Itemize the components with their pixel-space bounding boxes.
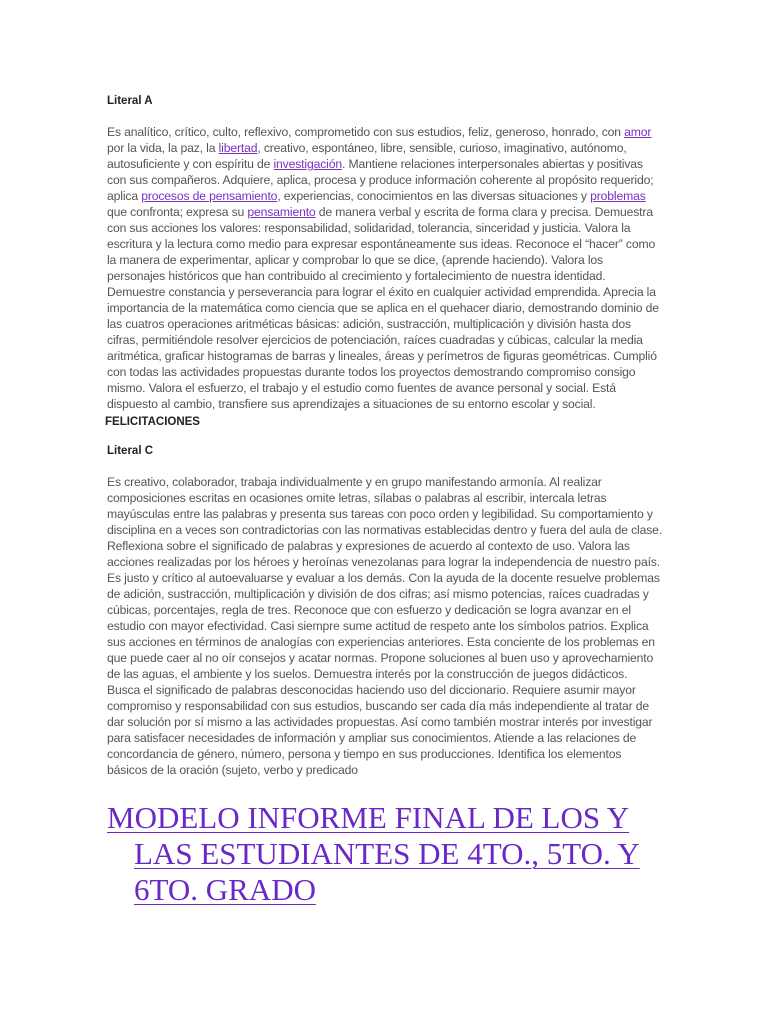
text-segment: , experiencias, conocimientos en las diversas situaciones y	[277, 189, 591, 203]
title-line-2: LAS ESTUDIANTES DE 4TO., 5TO. Y	[134, 836, 640, 871]
text-segment: Es analítico, crítico, culto, reflexivo, comprometido con sus estudios, feliz, generoso, honrado, con	[107, 125, 625, 139]
link-amor[interactable]: amor	[624, 125, 652, 139]
text-segment: que confronta; expresa su	[107, 205, 248, 219]
literal-c-heading: Literal C	[107, 445, 154, 457]
link-problemas[interactable]: problemas	[590, 189, 646, 203]
link-investigación[interactable]: investigación	[273, 157, 342, 171]
document-title-link[interactable]	[107, 800, 677, 908]
link-pensamiento[interactable]: pensamiento	[247, 205, 316, 219]
text-segment: . Mantiene relaciones interpersonales abiertas y positivas con sus compañeros. Adquiere, aplica, procesa y produce información coherente al propósito requerido; aplica	[107, 157, 654, 203]
text-segment: por la vida, la paz, la	[107, 141, 219, 155]
document-title	[107, 800, 677, 908]
literal-c-paragraph: Es creativo, colaborador, trabaja individualmente y en grupo manifestando armonía. Al realizar composiciones escritas en ocasiones omite letras, sílabas o palabras al escribir, intercala letras mayúsculas entre las palabras y presenta sus tareas con poco orden y legibilidad. Su comportamiento y disciplina en a veces son contradictorias con las normativas establecidas dentro y fuera del aula de clase. Reflexiona sobre el significado de palabras y expresiones de acuerdo al contexto de uso. Valora las acciones realizadas por los héroes y heroínas venezolanas para lograr la independencia de nuestro país. Es justo y crítico al autoevaluarse y evaluar a los demás. Con la ayuda de la docente resuelve problemas de adición, sustracción, multiplicación y división de dos cifras; así mismo potencias, raíces cuadradas y cúbicas, porcentajes, regla de tres. Reconoce que con esfuerzo y dedicación se logra avanzar en el estudio con mayor efectividad. Casi siempre sume actitud de respeto ante los símbolos patrios. Explica sus acciones en términos de analogías con experiencias anteriores. Esta conciente de los problemas en que puede caer al no oír consejos y acatar normas. Propone soluciones al buen uso y aprovechamiento de las aguas, el ambiente y los suelos. Demuestra interés por la construcción de juegos didácticos. Busca el significado de palabras desconocidas haciendo uso del diccionario. Requiere asumir mayor compromiso y responsabilidad con sus estudios, buscando ser cada día más independiente al tratar de dar solución por sí mismo a las actividades propuestas. Así como también mostrar interés por investigar para satisfacer necesidades de información y ampliar sus conocimientos. Atiende a las relaciones de concordancia de género, número, persona y tiempo en sus producciones. Identifica los elementos básicos de la oración (sujeto, verbo y predicado	[107, 475, 663, 777]
title-line-1: MODELO INFORME FINAL DE LOS Y	[107, 800, 630, 835]
link-libertad[interactable]: libertad	[218, 141, 258, 155]
text-segment: de manera verbal y escrita de forma clara y precisa. Demuestra con sus acciones los valores: responsabilidad, solidaridad, tolerancia, sinceridad y justicia. Valora la escritura y la lectura como medio para expresar espontáneamente sus ideas. Reconoce el “hacer” como la manera de experimentar, aplicar y comprobar lo que se dice, (aprende haciendo). Valora los personajes históricos que han contribuido al crecimiento y fortalecimiento de nuestra identidad. Demuestre constancia y perseverancia para lograr el éxito en cualquier actividad emprendida. Aprecia la importancia de la matemática como ciencia que se aplica en el quehacer diario, demostrando dominio de las cuatros operaciones aritméticas básicas: adición, sustracción, multiplicación y división hasta dos cifras, permitiéndole resolver ejercicios de potenciación, raíces cuadradas y cúbicas, calcular la media aritmética, graficar histogramas de barras y lineales, áreas y perímetros de figuras geométricas. Cumplió con todas las actividades propuestas durante todos los proyectos demostrando compromiso consigo mismo. Valora el esfuerzo, el trabajo y el estudio como fuentes de avance personal y social. Está dispuesto al cambio, transfiere sus aprendizajes a situaciones de su entorno escolar y social.	[107, 205, 659, 411]
felicitaciones-heading: FELICITACIONES	[105, 416, 200, 428]
text-segment: , creativo, espontáneo, libre, sensible, curioso, imaginativo, autónomo, autosuficiente y con espíritu de	[107, 141, 627, 171]
title-line-3: 6TO. GRADO	[134, 872, 316, 907]
literal-a-paragraph	[107, 124, 663, 412]
literal-a-heading: Literal A	[107, 95, 153, 107]
link-procesos-de-pensamiento[interactable]: procesos de pensamiento	[141, 189, 278, 203]
